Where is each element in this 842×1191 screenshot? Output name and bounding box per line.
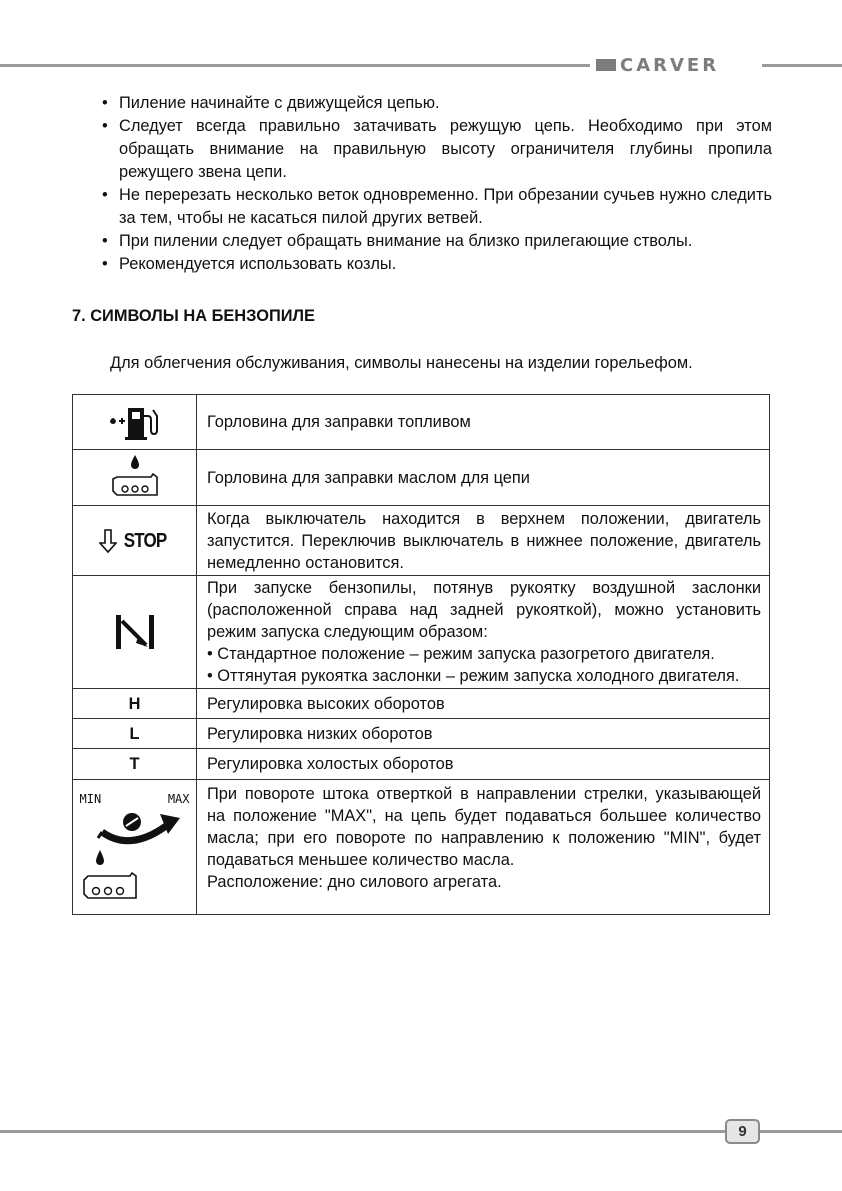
table-cell-text: [197, 780, 770, 915]
paragraph: • Стандартное положение – режим запуска разогретого двигателя.: [207, 645, 715, 663]
symbols-table: [72, 394, 770, 915]
table-cell-text: Когда выключатель находится в верхнем положении, двигатель запустится. Переключив выключатель в нижнее положение, двигатель немедленно остановится.: [197, 506, 770, 576]
table-cell-text: Регулировка высоких оборотов: [197, 689, 770, 719]
bullet-list: [102, 92, 772, 276]
list-item: • При пилении следует обращать внимание на близко прилегающие стволы.: [102, 230, 772, 253]
table-row: [73, 395, 770, 450]
table-cell-text: Горловина для заправки топливом: [197, 395, 770, 450]
oil-adjust-icon: [80, 788, 190, 914]
stop-switch-icon: [73, 528, 196, 554]
table-row: [73, 450, 770, 506]
table-row: [73, 576, 770, 689]
paragraph: Расположение: дно силового агрегата.: [207, 873, 502, 891]
section-title: 7. СИМВОЛЫ НА БЕНЗОПИЛЕ: [72, 307, 315, 325]
section-intro: Для облегчения обслуживания, символы нанесены на изделии горельефом.: [110, 354, 693, 372]
table-row: [73, 749, 770, 780]
min-label: MIN: [79, 792, 102, 806]
table-cell-text: Регулировка низких оборотов: [197, 719, 770, 749]
table-cell-icon: [73, 576, 197, 689]
adjust-arrow-icon: [80, 788, 190, 914]
footer-rule: [0, 1130, 725, 1133]
choke-icon: [112, 609, 158, 655]
list-item: • Следует всегда правильно затачивать режущую цепь. Необходимо при этом обращать внимание на правильную высоту ограничителя глубины пропила режущего звена цепи.: [102, 115, 772, 184]
paragraph: • Оттянутая рукоятка заслонки – режим запуска холодного двигателя.: [207, 667, 740, 685]
table-cell-letter: L: [73, 719, 197, 749]
page-number: 9: [725, 1119, 760, 1144]
header-rule: [0, 64, 590, 67]
table-row: [73, 689, 770, 719]
header-rule-right: [762, 64, 842, 67]
table-cell-icon: [73, 450, 197, 506]
table-row: [73, 719, 770, 749]
list-item: • Пиление начинайте с движущейся цепью.: [102, 92, 772, 115]
table-cell-icon: [73, 395, 197, 450]
table-cell-icon: [73, 506, 197, 576]
table-cell-text: [197, 576, 770, 689]
table-cell-icon: [73, 780, 197, 915]
down-arrow-icon: [99, 528, 117, 554]
footer-rule-right: [760, 1130, 842, 1133]
list-item: • Рекомендуется использовать козлы.: [102, 253, 772, 276]
table-cell-text: Регулировка холостых оборотов: [197, 749, 770, 780]
table-cell-letter: T: [73, 749, 197, 780]
stop-label: STOP: [123, 529, 167, 552]
max-label: MAX: [167, 792, 190, 806]
fuel-pump-icon: [104, 402, 166, 442]
chain-oil-icon: [105, 453, 165, 503]
paragraph: При повороте штока отверткой в направлении стрелки, указывающей на положение "MAX", на цепь будет подаваться большее количество масла; при его повороте по направлению к положению "MIN", будет подаваться меньшее количество масла.: [207, 785, 761, 869]
table-row: [73, 780, 770, 915]
table-cell-text: Горловина для заправки маслом для цепи: [197, 450, 770, 506]
paragraph: При запуске бензопилы, потянув рукоятку воздушной заслонки (расположенной справа над задней рукояткой), можно установить режим запуска следующим образом:: [207, 579, 761, 641]
table-cell-letter: H: [73, 689, 197, 719]
list-item: • Не перерезать несколько веток одновременно. При обрезании сучьев нужно следить за тем, чтобы не касаться пилой других ветвей.: [102, 184, 772, 230]
brand-name: CARVER: [620, 54, 720, 76]
brand-logo: [596, 54, 762, 76]
table-row: [73, 506, 770, 576]
brand-mark-icon: [596, 59, 616, 71]
